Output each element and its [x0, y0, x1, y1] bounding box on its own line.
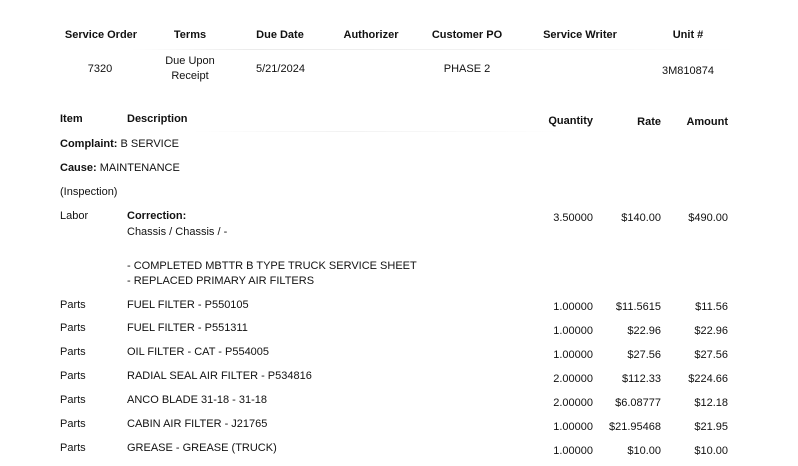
part-description: FUEL FILTER - P551311 [127, 322, 248, 334]
part-description: FUEL FILTER - P550105 [127, 299, 249, 311]
part-description: GREASE - GREASE (TRUCK) [127, 442, 277, 454]
header-customer-po: Customer PO [431, 29, 503, 41]
complaint-line [60, 138, 179, 150]
items-header-description: Description [127, 113, 188, 125]
part-rate: $10.00 [627, 445, 661, 457]
labor-quantity: 3.50000 [553, 212, 593, 224]
terms-value: Due Upon Receipt [165, 55, 215, 82]
header-unit: Unit # [672, 29, 704, 41]
cause-line [60, 162, 180, 174]
part-quantity: 1.00000 [553, 325, 593, 337]
part-rate: $27.56 [627, 349, 661, 361]
part-amount: $10.00 [694, 445, 728, 457]
part-description: OIL FILTER - CAT - P554005 [127, 346, 270, 358]
part-rate: $21.95468 [609, 421, 661, 433]
cause-value: MAINTENANCE [99, 162, 180, 174]
part-item: Parts [60, 442, 86, 454]
service-order-value: 7320 [87, 63, 113, 75]
header-terms: Terms [173, 29, 207, 41]
cause-label: Cause: [60, 162, 97, 174]
correction-detail: Chassis / Chassis / - [127, 226, 228, 238]
items-header-quantity: Quantity [548, 115, 593, 127]
header-authorizer: Authorizer [343, 29, 399, 41]
part-item: Parts [60, 394, 86, 406]
part-quantity: 1.00000 [553, 301, 593, 313]
due-date-value: 5/21/2024 [256, 63, 305, 75]
labor-rate: $140.00 [621, 212, 661, 224]
part-item: Parts [60, 322, 86, 334]
part-description: RADIAL SEAL AIR FILTER - P534816 [127, 370, 312, 382]
items-header-rate: Rate [637, 116, 661, 128]
scan-artifact [190, 131, 570, 132]
labor-amount: $490.00 [688, 212, 728, 224]
part-quantity: 1.00000 [553, 445, 593, 457]
part-item: Parts [60, 370, 86, 382]
part-rate: $6.08777 [615, 397, 661, 409]
part-item: Parts [60, 299, 86, 311]
part-quantity: 2.00000 [553, 373, 593, 385]
part-amount: $224.66 [688, 373, 728, 385]
part-amount: $22.96 [694, 325, 728, 337]
part-description: ANCO BLADE 31-18 - 31-18 [127, 394, 268, 406]
header-service-order: Service Order [64, 29, 138, 41]
part-description: CABIN AIR FILTER - J21765 [127, 418, 268, 430]
part-rate: $112.33 [622, 373, 661, 385]
inspection-label: (Inspection) [60, 186, 118, 198]
scan-artifact [130, 49, 740, 50]
complaint-label: Complaint: [60, 138, 118, 150]
part-amount: $12.18 [694, 397, 728, 409]
customer-po-value: PHASE 2 [443, 63, 491, 75]
part-rate: $22.96 [627, 325, 661, 337]
labor-note: - REPLACED PRIMARY AIR FILTERS [127, 275, 315, 287]
unit-value: 3M810874 [662, 65, 714, 77]
part-amount: $27.56 [694, 349, 728, 361]
labor-item: Labor [60, 210, 89, 222]
labor-note: - COMPLETED MBTTR B TYPE TRUCK SERVICE SHEET [127, 260, 417, 272]
part-amount: $11.56 [695, 301, 728, 313]
items-header-item: Item [60, 113, 83, 125]
part-item: Parts [60, 346, 86, 358]
part-quantity: 1.00000 [553, 421, 593, 433]
items-header-amount: Amount [686, 116, 728, 128]
part-rate: $11.5615 [615, 301, 661, 313]
part-amount: $21.95 [694, 421, 728, 433]
part-item: Parts [60, 418, 86, 430]
part-quantity: 2.00000 [553, 397, 593, 409]
part-quantity: 1.00000 [553, 349, 593, 361]
complaint-value: B SERVICE [120, 138, 180, 150]
header-due-date: Due Date [256, 29, 304, 41]
correction-label: Correction: [127, 210, 187, 222]
header-service-writer: Service Writer [543, 29, 617, 41]
